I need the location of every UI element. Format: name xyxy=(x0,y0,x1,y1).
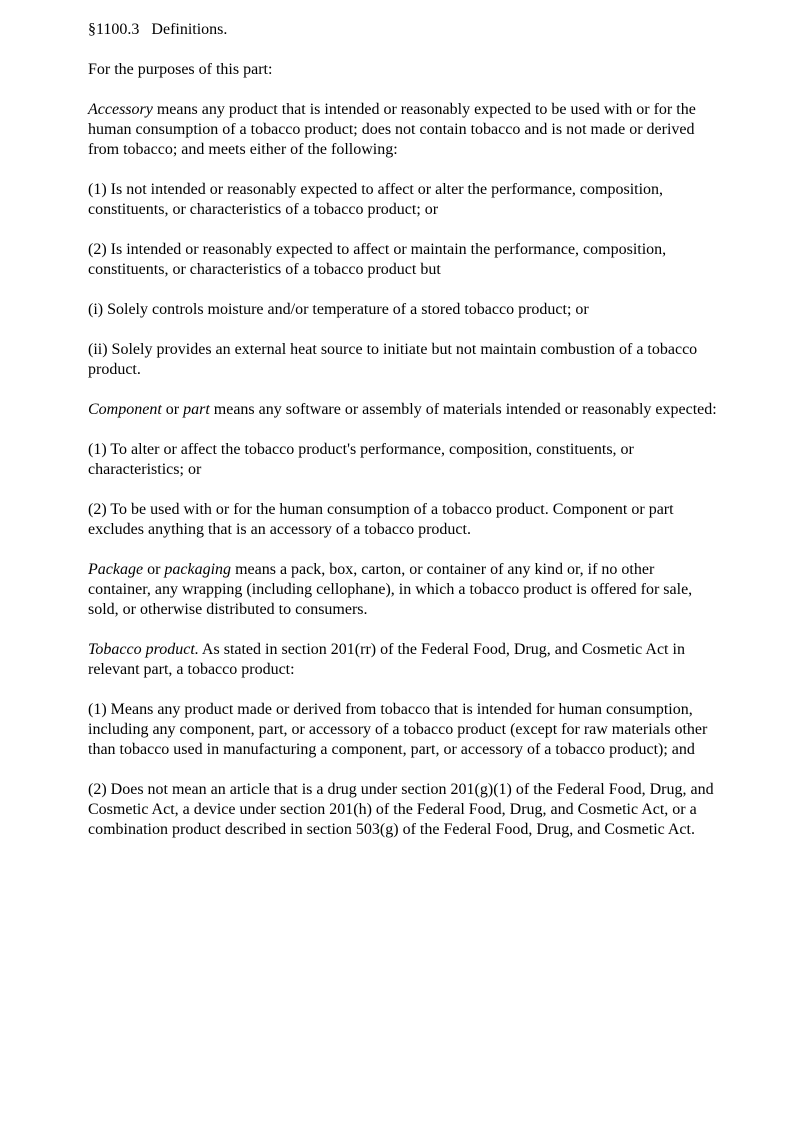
accessory-item-2: (2) Is intended or reasonably expected to affect or maintain the performance, composition, constituents, or characteristics of a tobacco product but xyxy=(88,241,667,278)
document-page xyxy=(88,20,718,860)
package-text: means a pack, box, carton, or container of any kind or, if no other container, any wrapping (including cellophane), in which a tobacco product is offered for sale, sold, or otherwise distributed to consumers. xyxy=(88,561,693,618)
accessory-item-1: (1) Is not intended or reasonably expected to affect or alter the performance, composition, constituents, or characteristics of a tobacco product; or xyxy=(88,181,664,218)
tobacco-product-item-2: (2) Does not mean an article that is a drug under section 201(g)(1) of the Federal Food, Drug, and Cosmetic Act, a device under section 201(h) of the Federal Food, Drug, and Cosmetic Act, or a combination product described in section 503(g) of the Federal Food, Drug, and Cosmetic Act. xyxy=(88,781,714,838)
accessory-definition xyxy=(88,100,718,160)
section-title: Definitions. xyxy=(151,21,228,38)
component-term: Component xyxy=(88,401,162,418)
tobacco-product-text: As stated in section 201(rr) of the Federal Food, Drug, and Cosmetic Act in relevant part, a tobacco product: xyxy=(88,641,685,678)
tobacco-product-term: Tobacco product. xyxy=(88,641,199,658)
section-heading xyxy=(88,20,718,40)
accessory-item-2-ii: (ii) Solely provides an external heat source to initiate but not maintain combustion of a tobacco product. xyxy=(88,341,698,378)
accessory-text: means any product that is intended or reasonably expected to be used with or for the human consumption of a tobacco product; does not contain tobacco and is not made or derived from tobacco; and meets either of the following: xyxy=(88,101,696,158)
intro-paragraph: For the purposes of this part: xyxy=(88,61,273,78)
component-connector: or xyxy=(161,401,184,418)
section-number: §1100.3 xyxy=(88,21,140,38)
component-item-2: (2) To be used with or for the human consumption of a tobacco product. Component or part excludes anything that is an accessory of a tobacco product. xyxy=(88,501,674,538)
component-item-1: (1) To alter or affect the tobacco product's performance, composition, constituents, or characteristics; or xyxy=(88,441,634,478)
tobacco-product-definition xyxy=(88,640,718,680)
package-term: Package xyxy=(88,561,144,578)
packaging-term: packaging xyxy=(164,561,232,578)
package-connector: or xyxy=(143,561,165,578)
accessory-item-2-i: (i) Solely controls moisture and/or temperature of a stored tobacco product; or xyxy=(88,301,589,318)
package-definition xyxy=(88,560,718,620)
accessory-term: Accessory xyxy=(88,101,153,118)
part-term: part xyxy=(183,401,210,418)
component-definition xyxy=(88,400,718,420)
tobacco-product-item-1: (1) Means any product made or derived from tobacco that is intended for human consumption, including any component, part, or accessory of a tobacco product (except for raw materials other than tobacco used in manufacturing a component, part, or accessory of a tobacco product); and xyxy=(88,701,708,758)
component-text: means any software or assembly of materials intended or reasonably expected: xyxy=(209,401,717,418)
